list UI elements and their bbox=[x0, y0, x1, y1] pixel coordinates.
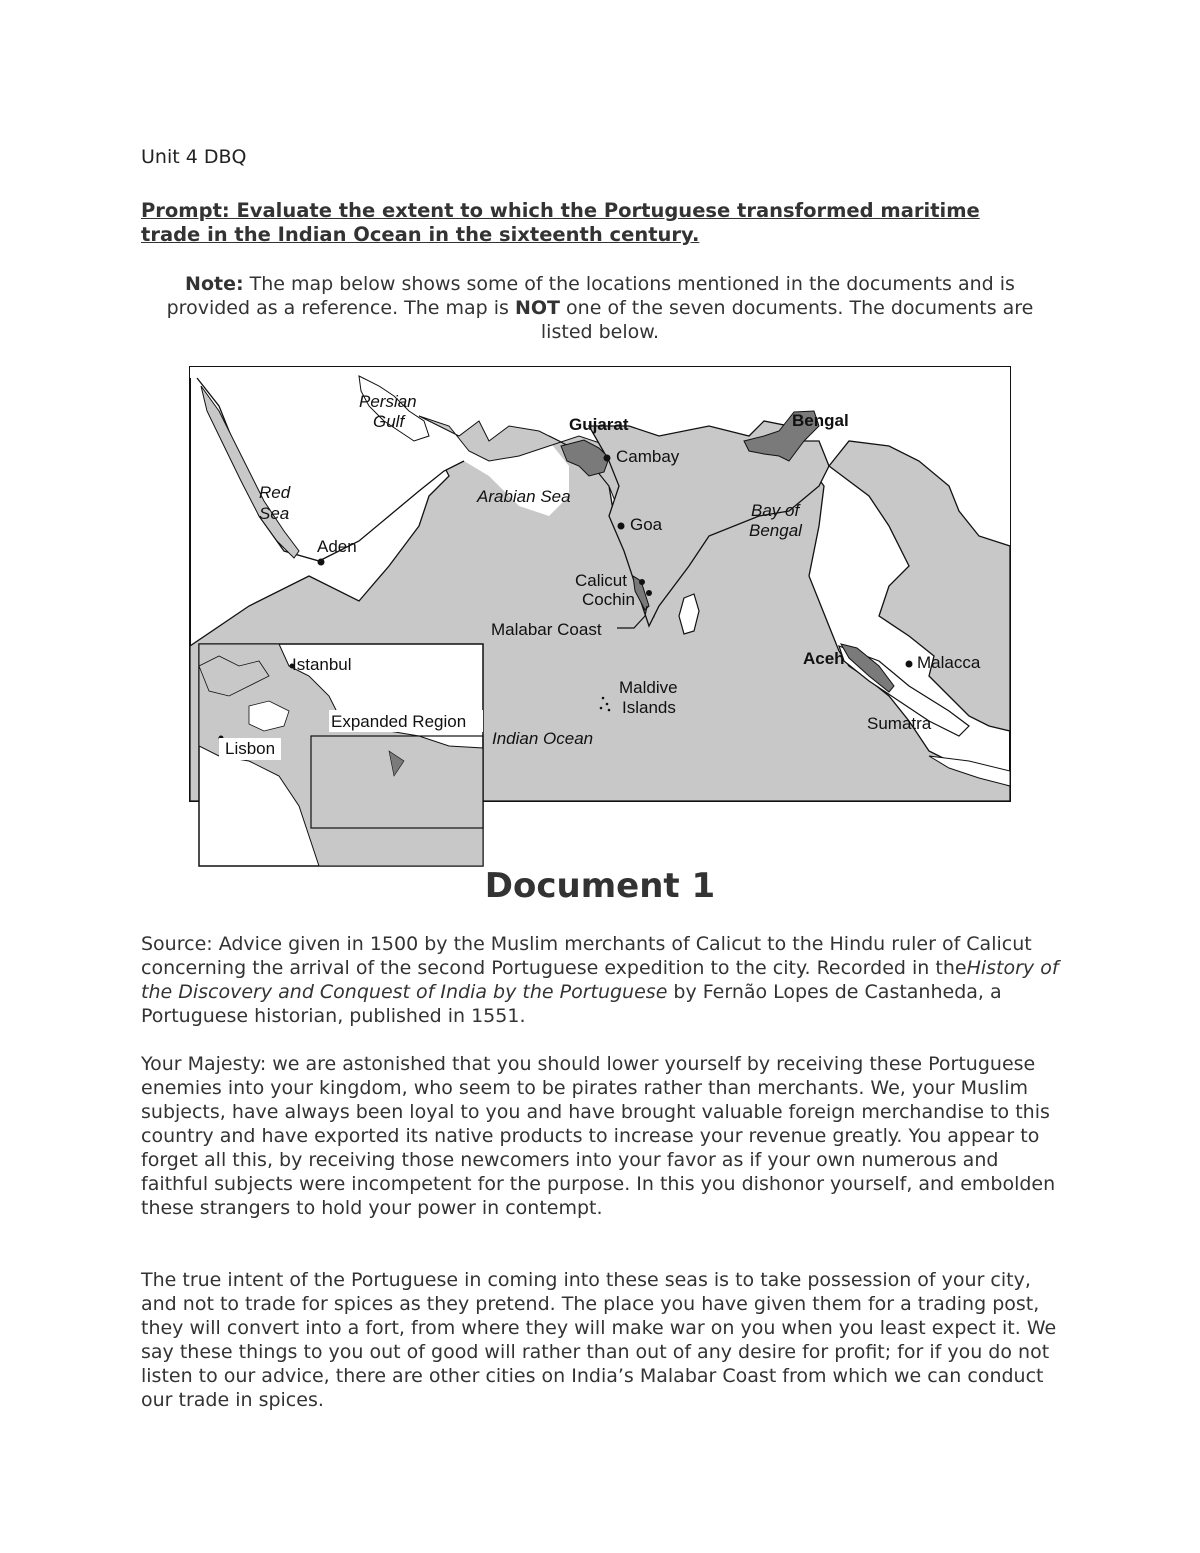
label-cambay: Cambay bbox=[616, 447, 680, 466]
note bbox=[141, 272, 1059, 344]
label-indian-ocean: Indian Ocean bbox=[492, 729, 594, 748]
note-text-b: one of the seven documents. The documents are listed below. bbox=[540, 297, 1034, 343]
note-label: Note: bbox=[185, 273, 244, 295]
label-bay-of: Bay of bbox=[751, 501, 800, 520]
document-paragraph-2: The true intent of the Portuguese in coming into these seas is to take possession of your city, and not to trade for spices as they pretend. The place you have given them for a trading post, they will convert into a fort, from where they will make war on you when you least expect it. We say these things to you out of good will rather than out of any desire for profit; for if you do not listen to our advice, there are other cities on India’s Malabar Coast from which we can conduct our trade in spices. bbox=[141, 1269, 1057, 1411]
label-lisbon: Lisbon bbox=[225, 739, 276, 758]
cambay-dot bbox=[604, 455, 611, 462]
label-aceh: Aceh bbox=[803, 649, 845, 668]
label-sumatra: Sumatra bbox=[867, 714, 932, 733]
inset-map bbox=[199, 644, 483, 866]
source-text-a: Source: Advice given in 1500 by the Muslim merchants of Calicut to the Hindu ruler of Calicut concerning the arrival of the second Portuguese expedition to the city. Recorded in the bbox=[141, 933, 1032, 979]
label-persian: Persian bbox=[359, 392, 417, 411]
goa-dot bbox=[618, 523, 625, 530]
document-source bbox=[141, 932, 1066, 1028]
label-malacca: Malacca bbox=[917, 653, 981, 672]
indian-ocean-map bbox=[189, 366, 1013, 868]
label-gulf: Gulf bbox=[373, 412, 405, 431]
document-heading: Document 1 bbox=[484, 866, 716, 906]
label-islands: Islands bbox=[622, 698, 676, 717]
aden-dot bbox=[318, 559, 325, 566]
label-aden: Aden bbox=[317, 537, 357, 556]
label-sea: Sea bbox=[259, 504, 290, 523]
label-calicut: Calicut bbox=[575, 571, 627, 590]
label-bay-bengal: Bengal bbox=[749, 521, 802, 540]
source-book-title: History of the Discovery and Conquest of India by the Portuguese bbox=[141, 957, 1059, 1003]
note-emphasis: NOT bbox=[515, 297, 561, 319]
source-text-b: by Fernão Lopes de Castanheda, a Portuguese historian, published in 1551. bbox=[141, 981, 1002, 1027]
label-gujarat: Gujarat bbox=[569, 415, 629, 434]
prompt: Prompt: Evaluate the extent to which the Portuguese transformed maritime trade in the Indian Ocean in the sixteenth century. bbox=[141, 199, 980, 246]
label-maldive: Maldive bbox=[619, 678, 678, 697]
label-red: Red bbox=[259, 483, 291, 502]
label-malabar-coast: Malabar Coast bbox=[491, 620, 602, 639]
malacca-dot bbox=[906, 661, 913, 668]
cochin-dot bbox=[646, 590, 652, 596]
label-goa: Goa bbox=[630, 515, 663, 534]
label-bengal: Bengal bbox=[792, 411, 849, 430]
label-arabian-sea: Arabian Sea bbox=[477, 487, 571, 506]
document-paragraph-1: Your Majesty: we are astonished that you should lower yourself by receiving these Portuguese enemies into your kingdom, who seem to be pirates rather than merchants. We, your Muslim subjects, have always been loyal to you and have brought valuable foreign merchandise to this country and have exported its native products to increase your revenue greatly. You appear to forget all this, by receiving those newcomers into your favor as if your own numerous and faithful subjects were incompetent for the purpose. In this you dishonor yourself, and embolden these strangers to hold your power in contempt. bbox=[141, 1053, 1056, 1219]
label-expanded-region: Expanded Region bbox=[331, 712, 467, 731]
unit-title: Unit 4 DBQ bbox=[141, 146, 247, 168]
note-text-a: The map below shows some of the locations mentioned in the documents and is provided as a reference. The map is bbox=[166, 273, 1015, 319]
label-istanbul: Istanbul bbox=[292, 655, 352, 674]
label-cochin: Cochin bbox=[582, 590, 635, 609]
calicut-dot bbox=[639, 579, 645, 585]
